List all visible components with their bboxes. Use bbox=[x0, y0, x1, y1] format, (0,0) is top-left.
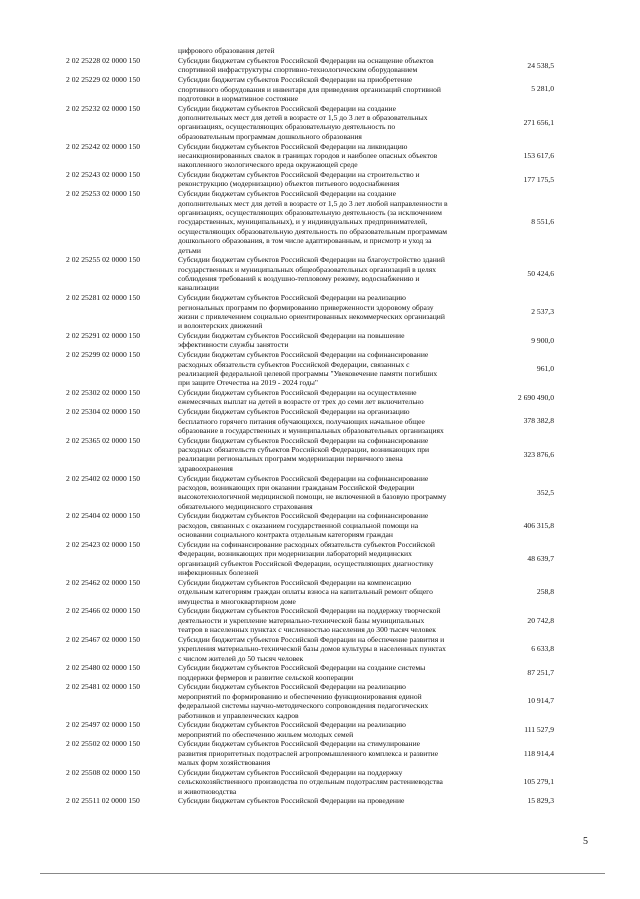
row-description bbox=[178, 540, 498, 578]
description-line: Субсидии бюджетам субъектов Российской Федерации на создание bbox=[178, 103, 396, 113]
description-line: ежемесячных выплат на детей в возрасте от трех до семи лет включительно bbox=[178, 397, 424, 407]
description-line: основании социального контракта отдельным категориям граждан bbox=[178, 530, 393, 540]
description-line: Субсидии бюджетам субъектов Российской Федерации на приобретение bbox=[178, 75, 413, 85]
row-description bbox=[178, 142, 498, 170]
budget-code: 2 02 25242 02 0000 150 bbox=[66, 141, 141, 151]
row-description bbox=[178, 350, 498, 388]
description-line: поддержки фермеров и развитие сельской кооперации bbox=[178, 672, 354, 682]
description-line: дополнительных мест для детей в возрасте от 1,5 до 3 лет любой направленности в bbox=[178, 198, 448, 208]
row-description bbox=[178, 189, 498, 255]
description-line: Субсидии бюджетам субъектов Российской Федерации на проведение bbox=[178, 796, 405, 806]
description-line: театров в населенных пунктах с численностью населения до 300 тысяч человек bbox=[178, 625, 436, 635]
budget-code: 2 02 25229 02 0000 150 bbox=[66, 75, 141, 85]
amount-value: 50 424,6 bbox=[527, 269, 554, 279]
amount-value: 961,0 bbox=[536, 364, 554, 374]
row-description bbox=[178, 474, 498, 512]
amount-value: 20 742,8 bbox=[527, 615, 554, 625]
page-number: 5 bbox=[583, 836, 588, 847]
amount-value: 6 633,8 bbox=[531, 644, 554, 654]
amount-value: 378 382,8 bbox=[523, 416, 554, 426]
budget-code: 2 02 25304 02 0000 150 bbox=[66, 407, 141, 417]
description-line: отдельным категориям граждан оплаты взноса на капитальный ремонт общего bbox=[178, 587, 433, 597]
description-line: соблюдения требований к воздушно-тепловому режиму, водоснабжению и bbox=[178, 274, 420, 283]
description-line: дошкольного образования, в том числе адаптированным, и присмотр и уход за bbox=[178, 236, 432, 246]
description-line: Субсидии бюджетам субъектов Российской Федерации на реализацию bbox=[178, 293, 406, 303]
description-line: Субсидии бюджетам субъектов Российской Федерации на обеспечение развития и bbox=[178, 634, 445, 644]
description-line: Субсидии бюджетам субъектов Российской Федерации на компенсацию bbox=[178, 577, 412, 587]
description-line: Федерации, возникающих при модернизации лабораторий медицинских bbox=[178, 549, 412, 559]
row-description bbox=[178, 682, 498, 720]
description-line: Субсидии бюджетам субъектов Российской Федерации на поддержку bbox=[178, 767, 403, 777]
amount-value: 118 914,4 bbox=[523, 748, 554, 758]
description-line: расходов, возникающих при оказании гражданам Российской Федерации bbox=[178, 482, 415, 492]
amount-value: 153 617,6 bbox=[523, 150, 554, 160]
row-description bbox=[178, 796, 498, 805]
description-line: дополнительных мест для детей в возрасте от 1,5 до 3 лет в образовательных bbox=[178, 113, 428, 122]
description-line: образование в государственных и муниципальных образовательных организациях bbox=[178, 425, 444, 435]
description-line: организаций субъектов Российской Федерации, осуществляющих диагностику bbox=[178, 558, 434, 568]
description-line: расходных обязательств субъектов Российской Федерации, возникающих при bbox=[178, 445, 430, 454]
description-line: Субсидии бюджетам субъектов Российской Федерации на стимулирование bbox=[178, 739, 421, 749]
description-line: детьми bbox=[178, 245, 201, 255]
amount-value: 10 914,7 bbox=[527, 696, 554, 706]
description-line: Субсидии бюджетам субъектов Российской Федерации на софинансирование bbox=[178, 473, 429, 483]
row-description bbox=[178, 578, 498, 606]
budget-code: 2 02 25508 02 0000 150 bbox=[66, 767, 141, 777]
description-line: Субсидии бюджетам субъектов Российской Федерации на софинансирование bbox=[178, 511, 429, 521]
budget-code: 2 02 25228 02 0000 150 bbox=[66, 56, 141, 65]
budget-code: 2 02 25291 02 0000 150 bbox=[66, 331, 141, 340]
description-line: организациях, осуществляющих образовательную деятельность (за исключением bbox=[178, 207, 442, 217]
amount-value: 323 876,6 bbox=[523, 449, 554, 459]
row-description bbox=[178, 606, 498, 634]
description-line: эффективности службы занятости bbox=[178, 340, 289, 350]
row-description bbox=[178, 75, 498, 103]
budget-code: 2 02 25467 02 0000 150 bbox=[66, 634, 141, 644]
budget-code: 2 02 25511 02 0000 150 bbox=[66, 796, 140, 806]
description-line: работников и управленческих кадров bbox=[178, 710, 299, 720]
row-description bbox=[178, 293, 498, 331]
row-description bbox=[178, 255, 498, 293]
budget-code: 2 02 25404 02 0000 150 bbox=[66, 511, 141, 521]
budget-code: 2 02 25243 02 0000 150 bbox=[66, 170, 141, 179]
description-line: Субсидии бюджетам субъектов Российской Федерации на поддержку творческой bbox=[178, 606, 441, 616]
description-line: расходов, связанных с оказанием государственной социальной помощи на bbox=[178, 520, 419, 530]
row-description bbox=[178, 511, 498, 539]
amount-value: 352,5 bbox=[536, 487, 554, 497]
description-line: малых форм хозяйствования bbox=[178, 758, 271, 768]
amount-value: 8 551,6 bbox=[531, 217, 554, 227]
amount-value: 2 537,3 bbox=[531, 307, 554, 317]
description-line: деятельности и укрепление материально-технической базы муниципальных bbox=[178, 615, 425, 625]
budget-code: 2 02 25253 02 0000 150 bbox=[66, 189, 141, 199]
budget-code: 2 02 25480 02 0000 150 bbox=[66, 663, 141, 673]
row-description bbox=[178, 768, 498, 796]
budget-code: 2 02 25466 02 0000 150 bbox=[66, 606, 141, 616]
description-line: имущества в многоквартирном доме bbox=[178, 596, 296, 606]
description-line: государственных, муниципальных), и у индивидуальных предпринимателей, bbox=[178, 217, 428, 227]
description-line: Субсидии бюджетам субъектов Российской Федерации на повышение bbox=[178, 331, 405, 340]
description-line: Субсидии бюджетам субъектов Российской Федерации на организацию bbox=[178, 407, 410, 417]
budget-code: 2 02 25232 02 0000 150 bbox=[66, 103, 141, 113]
description-line: с числом жителей до 50 тысяч человек bbox=[178, 653, 304, 663]
description-line: Субсидии бюджетам субъектов Российской Федерации на софинансирование bbox=[178, 435, 429, 445]
description-line: Субсидии бюджетам субъектов Российской Федерации на создание bbox=[178, 189, 396, 199]
row-description bbox=[178, 436, 498, 474]
description-line: Субсидии бюджетам субъектов Российской Федерации на оснащение объектов bbox=[178, 56, 434, 65]
amount-value: 105 279,1 bbox=[523, 777, 554, 787]
amount-value: 87 251,7 bbox=[527, 667, 554, 677]
description-line: Субсидии бюджетам субъектов Российской Федерации на ликвидацию bbox=[178, 141, 408, 151]
amount-value: 24 538,5 bbox=[527, 60, 554, 70]
description-line: при защите Отечества на 2019 - 2024 годы" bbox=[178, 378, 318, 388]
budget-code: 2 02 25255 02 0000 150 bbox=[66, 255, 141, 265]
amount-value: 271 656,1 bbox=[523, 117, 554, 127]
description-line: Субсидии бюджетам субъектов Российской Федерации на реализацию bbox=[178, 682, 406, 692]
description-line: организациях, осуществляющих образовательную деятельность по bbox=[178, 122, 396, 132]
amount-value: 258,8 bbox=[536, 587, 554, 597]
description-line: укрепления материально-технической базы домов культуры в населенных пунктах bbox=[178, 644, 446, 654]
description-line: мероприятий по формированию и обеспечению функционирования единой bbox=[178, 691, 422, 701]
amount-value: 2 690 490,0 bbox=[517, 392, 554, 402]
budget-code: 2 02 25365 02 0000 150 bbox=[66, 435, 141, 445]
description-line: жизни с привлечением социально ориентированных некоммерческих организаций bbox=[178, 311, 445, 321]
description-line: спортивного оборудования и инвентаря для приведения организаций спортивной bbox=[178, 84, 441, 94]
description-line: осуществляющих образовательную деятельность по образовательным программам bbox=[178, 226, 448, 236]
row-description bbox=[178, 331, 498, 350]
page-bottom-rule bbox=[40, 873, 605, 874]
description-line: Субсидии бюджетам субъектов Российской Федерации на осуществление bbox=[178, 388, 417, 397]
description-line: реализацией федеральной целевой программы "Увековечение памяти погибших bbox=[178, 368, 438, 378]
description-line: региональных программ по формированию приверженности здоровому образу bbox=[178, 302, 434, 312]
description-line: канализации bbox=[178, 283, 219, 293]
description-line: спортивной инфраструктуры спортивно-технологическим оборудованием bbox=[178, 65, 418, 75]
budget-code: 2 02 25497 02 0000 150 bbox=[66, 720, 141, 730]
description-line: здравоохранения bbox=[178, 463, 233, 473]
description-line: расходных обязательств субъектов Российской Федерации, связанных с bbox=[178, 359, 410, 369]
description-line: образовательным программам дошкольного образования bbox=[178, 131, 362, 141]
amount-value: 111 527,9 bbox=[524, 724, 554, 734]
budget-code: 2 02 25481 02 0000 150 bbox=[66, 682, 141, 692]
row-description bbox=[178, 407, 498, 435]
continuation-text: цифрового образования детей bbox=[178, 46, 275, 55]
description-line: Субсидии бюджетам субъектов Российской Федерации на создание системы bbox=[178, 663, 426, 673]
description-line: накопленного экологического вреда окружающей среде bbox=[178, 160, 358, 170]
amount-value: 5 281,0 bbox=[531, 84, 554, 94]
description-line: Субсидии бюджетам субъектов Российской Федерации на софинансирование bbox=[178, 350, 429, 360]
budget-code: 2 02 25402 02 0000 150 bbox=[66, 473, 141, 483]
description-line: подготовки в нормативное состояние bbox=[178, 93, 299, 103]
row-description bbox=[178, 104, 498, 142]
budget-code: 2 02 25281 02 0000 150 bbox=[66, 293, 141, 303]
row-description bbox=[178, 56, 498, 75]
description-line: реконструкцию (модернизацию) объектов питьевого водоснабжения bbox=[178, 179, 400, 189]
description-line: Субсидии на софинансирование расходных обязательств субъектов Российской bbox=[178, 539, 435, 549]
amount-value: 406 315,8 bbox=[523, 520, 554, 530]
row-description bbox=[178, 635, 498, 663]
description-line: развития приоритетных подотраслей агропромышленного комплекса и развитие bbox=[178, 748, 439, 758]
description-line: государственных и муниципальных общеобразовательных организаций в целях bbox=[178, 264, 437, 274]
budget-code: 2 02 25462 02 0000 150 bbox=[66, 577, 141, 587]
description-line: обязательного медицинского страхования bbox=[178, 501, 313, 511]
description-line: мероприятий по обеспечению жильем молодых семей bbox=[178, 729, 354, 739]
description-line: Субсидии бюджетам субъектов Российской Федерации на благоустройство зданий bbox=[178, 255, 445, 265]
amount-value: 15 829,3 bbox=[527, 796, 554, 806]
description-line: несанкционированных свалок в границах городов и наиболее опасных объектов bbox=[178, 150, 438, 160]
description-line: Субсидии бюджетам субъектов Российской Федерации на реализацию bbox=[178, 720, 406, 730]
description-line: реализации региональных программ модернизации первичного звена bbox=[178, 454, 403, 464]
budget-code: 2 02 25302 02 0000 150 bbox=[66, 388, 141, 397]
budget-code: 2 02 25299 02 0000 150 bbox=[66, 350, 141, 360]
budget-code: 2 02 25502 02 0000 150 bbox=[66, 739, 141, 749]
row-description bbox=[178, 739, 498, 767]
row-description bbox=[178, 170, 498, 189]
row-description bbox=[178, 663, 498, 682]
description-line: сельскохозяйственного производства по отдельным подотраслям растениеводства bbox=[178, 777, 443, 787]
description-line: федеральной системы научно-методического сопровождения педагогических bbox=[178, 701, 429, 711]
description-line: высокотехнологичной медицинской помощи, не включенной в базовую программу bbox=[178, 492, 447, 502]
amount-value: 9 900,0 bbox=[531, 335, 554, 345]
description-line: бесплатного горячего питания обучающихся, получающих начальное общее bbox=[178, 416, 425, 426]
description-line: инфекционных болезней bbox=[178, 568, 259, 578]
amount-value: 48 639,7 bbox=[527, 553, 554, 563]
amount-value: 177 175,5 bbox=[523, 174, 554, 184]
budget-code: 2 02 25423 02 0000 150 bbox=[66, 539, 141, 549]
description-line: и животноводства bbox=[178, 786, 237, 796]
description-line: и волонтерских движений bbox=[178, 321, 263, 331]
description-line: Субсидии бюджетам субъектов Российской Федерации на строительство и bbox=[178, 170, 420, 179]
row-description bbox=[178, 720, 498, 739]
row-description bbox=[178, 388, 498, 407]
